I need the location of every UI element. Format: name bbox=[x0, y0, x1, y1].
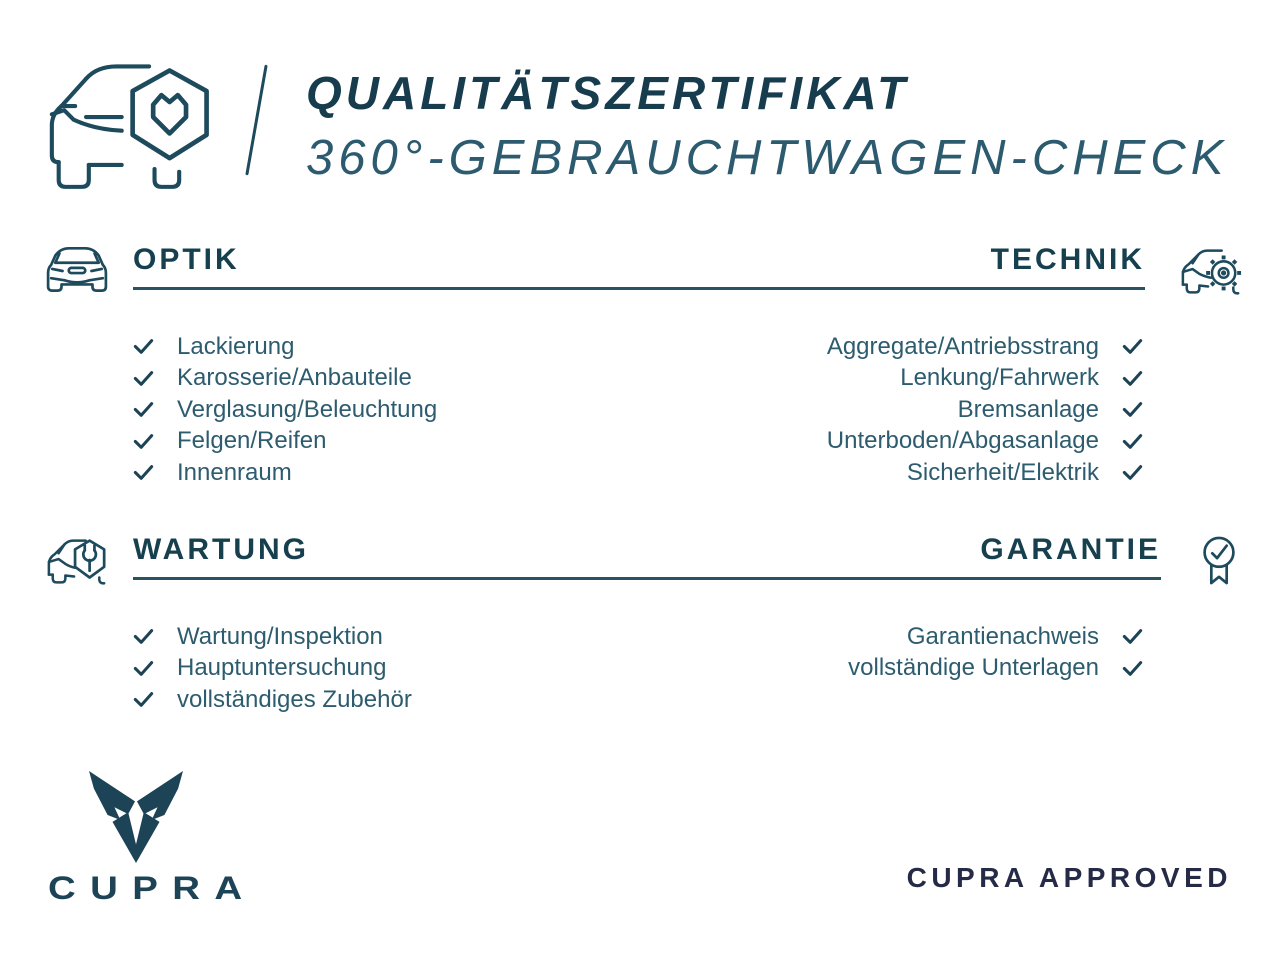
section-title-optik: OPTIK bbox=[133, 243, 240, 276]
section-title-garantie: GARANTIE bbox=[980, 533, 1161, 566]
checklist-item bbox=[133, 457, 437, 489]
checklist-label: Garantienachweis bbox=[906, 622, 1099, 650]
page-subtitle: 360°-GEBRAUCHTWAGEN-CHECK bbox=[306, 131, 1229, 185]
check-icon bbox=[1122, 660, 1143, 677]
car-gear-icon bbox=[1179, 243, 1243, 299]
cupra-logo bbox=[48, 770, 257, 907]
checklist-item bbox=[133, 653, 412, 685]
cupra-approved-label: CUPRA APPROVED bbox=[906, 862, 1232, 893]
checklist-item bbox=[133, 426, 437, 458]
page-title: QUALITÄTSZERTIFIKAT bbox=[306, 67, 910, 119]
checklist-item bbox=[133, 331, 437, 363]
divider-slash bbox=[245, 65, 267, 176]
car-front-icon bbox=[45, 243, 109, 299]
check-icon bbox=[133, 660, 154, 677]
section-rule bbox=[133, 287, 1145, 290]
checklist-item bbox=[827, 426, 1143, 458]
certificate-car-heart-icon bbox=[45, 58, 223, 198]
checklist-technik bbox=[827, 331, 1143, 489]
check-icon bbox=[133, 401, 154, 418]
checklist-label: Unterboden/Abgasanlage bbox=[826, 427, 1099, 455]
check-icon bbox=[133, 370, 154, 387]
checklist-item bbox=[827, 331, 1143, 363]
check-icon bbox=[1122, 401, 1143, 418]
section-wartung-garantie bbox=[45, 533, 1243, 716]
checklist-item bbox=[133, 363, 437, 395]
checklist-label: Felgen/Reifen bbox=[177, 427, 327, 455]
checklist-item bbox=[133, 394, 437, 426]
check-icon bbox=[1122, 433, 1143, 450]
checklist-label: Aggregate/Antriebsstrang bbox=[826, 332, 1099, 360]
cupra-trident-logo bbox=[85, 770, 187, 864]
checklist-label: Lackierung bbox=[177, 332, 295, 360]
certificate-header bbox=[45, 58, 1240, 198]
checklist-item bbox=[133, 621, 412, 653]
check-icon bbox=[1122, 338, 1143, 355]
check-icon bbox=[133, 464, 154, 481]
checklist-label: vollständiges Zubehör bbox=[177, 685, 412, 713]
section-optik-technik bbox=[45, 243, 1243, 489]
check-icon bbox=[133, 691, 154, 708]
checklist-garantie bbox=[848, 621, 1143, 716]
checklist-label: Wartung/Inspektion bbox=[177, 622, 383, 650]
checklist-label: Lenkung/Fahrwerk bbox=[900, 364, 1099, 392]
checklist-optik bbox=[133, 331, 437, 489]
checklist-item bbox=[827, 457, 1143, 489]
check-icon bbox=[1122, 464, 1143, 481]
check-icon bbox=[1122, 628, 1143, 645]
award-check-icon bbox=[1195, 533, 1243, 589]
section-rule bbox=[133, 577, 1161, 580]
section-title-technik: TECHNIK bbox=[990, 243, 1145, 276]
checklist-item bbox=[133, 684, 412, 716]
checklist-item bbox=[827, 394, 1143, 426]
checklist-item bbox=[848, 621, 1143, 653]
check-icon bbox=[133, 338, 154, 355]
checklist-label: Karosserie/Anbauteile bbox=[177, 364, 412, 392]
checklist-label: vollständige Unterlagen bbox=[848, 654, 1099, 682]
section-title-wartung: WARTUNG bbox=[133, 533, 309, 566]
checklist-label: Hauptuntersuchung bbox=[177, 654, 387, 682]
checklist-item bbox=[827, 363, 1143, 395]
checklist-label: Verglasung/Beleuchtung bbox=[177, 395, 438, 423]
check-icon bbox=[1122, 370, 1143, 387]
check-icon bbox=[133, 433, 154, 450]
checklist-label: Innenraum bbox=[177, 458, 292, 486]
cupra-wordmark: CUPRA bbox=[48, 870, 257, 906]
checklist-label: Sicherheit/Elektrik bbox=[906, 458, 1099, 486]
checklist-wartung bbox=[133, 621, 412, 716]
checklist-item bbox=[848, 653, 1143, 685]
check-icon bbox=[133, 628, 154, 645]
checklist-label: Bremsanlage bbox=[957, 395, 1099, 423]
car-wrench-icon bbox=[45, 533, 109, 589]
